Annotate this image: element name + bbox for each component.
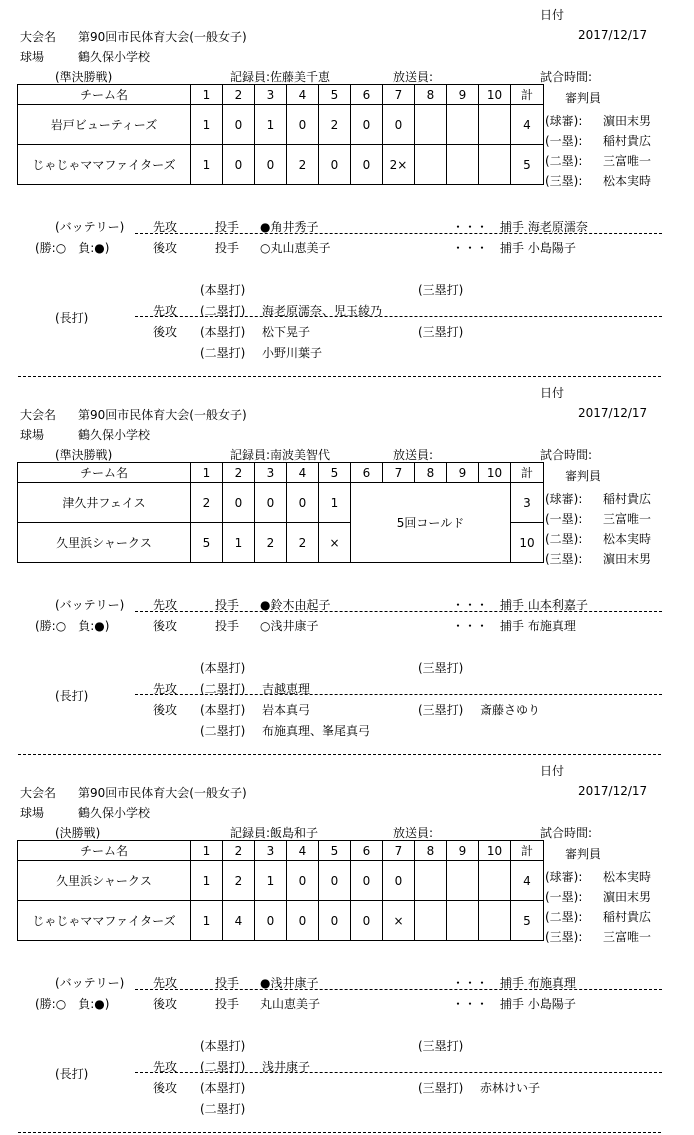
second-double-players: 小野川葉子 [262, 346, 323, 360]
first-double-label: (二塁打) [200, 1060, 246, 1074]
team-header: チーム名 [18, 463, 191, 483]
long-hits-label: (長打) [55, 1067, 89, 1081]
total-header: 計 [511, 841, 544, 861]
umpire-name: 稲村貴広 [603, 133, 652, 148]
umpire-position: (二塁): [545, 531, 583, 546]
inning-header: 10 [479, 463, 511, 483]
umpire-row [545, 488, 690, 508]
first-double-players: 海老原濡奈、児玉綾乃 [262, 304, 383, 318]
catcher-name: 布施真理 [527, 976, 576, 990]
catcher-name: 小島陽子 [527, 997, 576, 1011]
umpire-name: 三富唯一 [603, 929, 652, 944]
win-loss-legend: (勝:○ 負:●) [35, 997, 110, 1011]
inning-score [415, 901, 447, 941]
team-total: 10 [511, 523, 544, 563]
announcer-label: 放送員: [393, 448, 434, 462]
umpire-row [545, 886, 690, 906]
recorder-name: 佐藤美千恵 [270, 70, 331, 84]
inning-score: 0 [351, 861, 383, 901]
inning-header: 3 [255, 841, 287, 861]
inning-score: 1 [191, 901, 223, 941]
win-loss-legend: (勝:○ 負:●) [35, 241, 110, 255]
second-double-label: (二塁打) [200, 346, 246, 360]
second-team-label: 後攻 [153, 619, 178, 633]
umpire-row [545, 906, 690, 926]
umpire-row [545, 866, 690, 886]
inning-score: 0 [255, 483, 287, 523]
battery-label: (バッテリー) [55, 598, 125, 612]
inning-score [447, 105, 479, 145]
game-record [0, 756, 694, 1134]
inning-score: 1 [191, 105, 223, 145]
first-double-players: 吉越恵理 [262, 682, 311, 696]
total-header: 計 [511, 463, 544, 483]
game-date: 2017/12/17 [578, 28, 648, 42]
scoreboard-header [18, 463, 544, 483]
second-triple-label: (三塁打) [418, 325, 464, 339]
first-team-label: 先攻 [153, 304, 178, 318]
umpire-position: (三塁): [545, 551, 583, 566]
second-hr-label: (本塁打) [200, 703, 246, 717]
second-team-label: 後攻 [153, 325, 178, 339]
team-name: 津久井フェイス [18, 483, 191, 523]
inning-score: 0 [287, 861, 319, 901]
first-pitcher: ●角井秀子 [260, 220, 319, 234]
date-label: 日付 [540, 386, 565, 400]
second-pitcher: ○浅井康子 [260, 619, 319, 633]
umpire-position: (二塁): [545, 153, 583, 168]
inning-score: 0 [319, 861, 351, 901]
inning-header: 4 [287, 463, 319, 483]
second-double-label: (二塁打) [200, 724, 246, 738]
inning-score: 1 [255, 861, 287, 901]
umpire-row [545, 150, 690, 170]
inning-header: 1 [191, 841, 223, 861]
inning-score: 5 [191, 523, 223, 563]
tournament-name: 第90回市民体育大会(一般女子) [78, 408, 247, 422]
catcher-label: ・・・ 捕手 [452, 997, 528, 1011]
inning-header: 1 [191, 85, 223, 105]
inning-header: 10 [479, 85, 511, 105]
umpire-name: 松本実時 [603, 869, 652, 884]
team-row [18, 145, 544, 185]
second-triple-label: (三塁打) [418, 703, 464, 717]
tournament-label: 大会名 [20, 30, 57, 44]
team-name: じゃじゃママファイターズ [18, 145, 191, 185]
inning-score: 4 [223, 901, 255, 941]
second-pitcher: ○丸山恵美子 [260, 241, 331, 255]
game-record [0, 0, 694, 378]
inning-score: 0 [287, 105, 319, 145]
umpire-position: (一塁): [545, 511, 583, 526]
announcer-label: 放送員: [393, 70, 434, 84]
umpire-position: (三塁): [545, 173, 583, 188]
long-hits-label: (長打) [55, 689, 89, 703]
inning-header: 8 [415, 841, 447, 861]
inning-header: 7 [383, 85, 415, 105]
inning-score [479, 145, 511, 185]
second-hr-label: (本塁打) [200, 1081, 246, 1095]
pitcher-label: 投手 [215, 997, 240, 1011]
inning-header: 6 [351, 463, 383, 483]
inning-score: 0 [319, 901, 351, 941]
recorder [230, 446, 330, 463]
umpire-name: 三富唯一 [603, 511, 652, 526]
venue-label: 球場 [20, 428, 45, 442]
announcer-label: 放送員: [393, 826, 434, 840]
inning-header: 1 [191, 463, 223, 483]
inning-score [447, 861, 479, 901]
team-row [18, 105, 544, 145]
inning-header: 9 [447, 841, 479, 861]
second-triple-players: 赤林けい子 [480, 1081, 541, 1095]
first-hr-label: (本塁打) [200, 661, 246, 675]
umpires-label: 審判員 [565, 469, 602, 483]
catcher-name: 山本利嘉子 [527, 598, 588, 612]
catcher-name: 布施真理 [527, 619, 576, 633]
umpire-row [545, 130, 690, 150]
inning-header: 2 [223, 85, 255, 105]
game-separator [18, 376, 661, 377]
umpire-row [545, 548, 690, 568]
second-pitcher: 丸山恵美子 [260, 997, 321, 1011]
inning-header: 5 [319, 463, 351, 483]
first-double-label: (二塁打) [200, 304, 246, 318]
umpire-position: (球審): [545, 113, 583, 128]
pitcher-label: 投手 [215, 598, 240, 612]
inning-score: 2 [223, 861, 255, 901]
first-triple-label: (三塁打) [418, 283, 464, 297]
inning-header: 4 [287, 841, 319, 861]
inning-score: 2 [191, 483, 223, 523]
inning-score: 0 [351, 145, 383, 185]
first-team-label: 先攻 [153, 598, 178, 612]
game-round: (決勝戦) [55, 826, 101, 840]
umpire-position: (一塁): [545, 133, 583, 148]
scoreboard [17, 84, 544, 185]
game-date: 2017/12/17 [578, 406, 648, 420]
team-header: チーム名 [18, 85, 191, 105]
second-team-label: 後攻 [153, 997, 178, 1011]
umpire-list [545, 866, 690, 946]
inning-score: 0 [351, 901, 383, 941]
total-header: 計 [511, 85, 544, 105]
team-total: 5 [511, 145, 544, 185]
team-name: 岩戸ビューティーズ [18, 105, 191, 145]
venue-label: 球場 [20, 806, 45, 820]
team-header: チーム名 [18, 841, 191, 861]
scoreboard [17, 840, 544, 941]
team-total: 4 [511, 105, 544, 145]
first-double-label: (二塁打) [200, 682, 246, 696]
catcher-label: ・・・ 捕手 [452, 598, 528, 612]
inning-header: 2 [223, 463, 255, 483]
date-label: 日付 [540, 764, 565, 778]
inning-header: 3 [255, 85, 287, 105]
first-pitcher: ●浅井康子 [260, 976, 319, 990]
second-hr-label: (本塁打) [200, 325, 246, 339]
recorder [230, 68, 330, 85]
first-hr-label: (本塁打) [200, 283, 246, 297]
inning-header: 8 [415, 85, 447, 105]
inning-score: 0 [319, 145, 351, 185]
inning-header: 8 [415, 463, 447, 483]
first-double-players: 浅井康子 [262, 1060, 311, 1074]
first-team-label: 先攻 [153, 220, 178, 234]
game-date: 2017/12/17 [578, 784, 648, 798]
first-team-label: 先攻 [153, 682, 178, 696]
game-round: (準決勝戦) [55, 448, 113, 462]
second-triple-players: 斎藤さゆり [480, 703, 541, 717]
inning-score: 1 [223, 523, 255, 563]
inning-score [415, 105, 447, 145]
umpire-row [545, 926, 690, 946]
inning-header: 7 [383, 841, 415, 861]
dashed-rule [135, 611, 662, 612]
inning-header: 9 [447, 463, 479, 483]
dashed-rule [135, 316, 662, 317]
second-team-label: 後攻 [153, 1081, 178, 1095]
inning-header: 9 [447, 85, 479, 105]
first-team-label: 先攻 [153, 1060, 178, 1074]
umpire-row [545, 508, 690, 528]
win-loss-legend: (勝:○ 負:●) [35, 619, 110, 633]
umpire-name: 松本実時 [603, 531, 652, 546]
second-double-players: 布施真理、峯尾真弓 [262, 724, 371, 738]
second-hr-players: 岩本真弓 [262, 703, 311, 717]
game-time-label: 試合時間: [540, 448, 593, 462]
scoreboard [17, 462, 544, 563]
umpire-position: (球審): [545, 869, 583, 884]
inning-score: 1 [255, 105, 287, 145]
pitcher-label: 投手 [215, 241, 240, 255]
game-time-label: 試合時間: [540, 70, 593, 84]
game-time-label: 試合時間: [540, 826, 593, 840]
catcher-name: 小島陽子 [527, 241, 576, 255]
inning-score: 2× [383, 145, 415, 185]
dashed-rule [135, 694, 662, 695]
inning-score: 2 [255, 523, 287, 563]
inning-score: 0 [287, 483, 319, 523]
umpire-list [545, 488, 690, 568]
team-total: 3 [511, 483, 544, 523]
umpire-row [545, 170, 690, 190]
inning-score [479, 901, 511, 941]
long-hits-label: (長打) [55, 311, 89, 325]
battery-label: (バッテリー) [55, 220, 125, 234]
umpire-name: 濵田末男 [603, 113, 652, 128]
inning-score: 0 [383, 105, 415, 145]
inning-score: 1 [319, 483, 351, 523]
umpire-position: (一塁): [545, 889, 583, 904]
recorder [230, 824, 318, 841]
inning-score [415, 145, 447, 185]
game-record [0, 378, 694, 756]
inning-header: 3 [255, 463, 287, 483]
recorder-label: 記録員: [230, 70, 271, 84]
scoreboard-header [18, 85, 544, 105]
inning-header: 5 [319, 841, 351, 861]
venue-name: 鶴久保小学校 [78, 428, 151, 442]
second-hr-players: 松下晃子 [262, 325, 311, 339]
first-triple-label: (三塁打) [418, 661, 464, 675]
scoreboard-header [18, 841, 544, 861]
inning-score: 0 [223, 105, 255, 145]
umpire-row [545, 110, 690, 130]
inning-score [479, 105, 511, 145]
inning-header: 4 [287, 85, 319, 105]
game-separator [18, 1132, 661, 1133]
inning-score [479, 861, 511, 901]
second-double-label: (二塁打) [200, 1102, 246, 1116]
team-row [18, 901, 544, 941]
tournament-name: 第90回市民体育大会(一般女子) [78, 30, 247, 44]
team-name: じゃじゃママファイターズ [18, 901, 191, 941]
tournament-name: 第90回市民体育大会(一般女子) [78, 786, 247, 800]
umpire-name: 濵田末男 [603, 889, 652, 904]
venue-label: 球場 [20, 50, 45, 64]
second-catcher [452, 617, 576, 634]
umpire-name: 三富唯一 [603, 153, 652, 168]
recorder-name: 飯島和子 [270, 826, 319, 840]
inning-score: 2 [287, 523, 319, 563]
pitcher-label: 投手 [215, 220, 240, 234]
inning-score [447, 901, 479, 941]
game-separator [18, 754, 661, 755]
inning-score: 0 [255, 901, 287, 941]
second-catcher [452, 239, 576, 256]
first-team-label: 先攻 [153, 976, 178, 990]
dashed-rule [135, 233, 662, 234]
inning-score: 0 [223, 145, 255, 185]
team-name: 久里浜シャークス [18, 861, 191, 901]
inning-header: 7 [383, 463, 415, 483]
date-label: 日付 [540, 8, 565, 22]
venue-name: 鶴久保小学校 [78, 806, 151, 820]
inning-score: 2 [287, 145, 319, 185]
called-game-note: 5回コールド [351, 483, 511, 563]
inning-score: 2 [319, 105, 351, 145]
venue-name: 鶴久保小学校 [78, 50, 151, 64]
catcher-label: ・・・ 捕手 [452, 241, 528, 255]
inning-score: 0 [383, 861, 415, 901]
umpire-name: 稲村貴広 [603, 491, 652, 506]
second-team-label: 後攻 [153, 703, 178, 717]
inning-header: 5 [319, 85, 351, 105]
recorder-label: 記録員: [230, 826, 271, 840]
umpire-position: (二塁): [545, 909, 583, 924]
tournament-label: 大会名 [20, 786, 57, 800]
inning-header: 10 [479, 841, 511, 861]
second-triple-label: (三塁打) [418, 1081, 464, 1095]
umpire-list [545, 110, 690, 190]
pitcher-label: 投手 [215, 619, 240, 633]
catcher-label: ・・・ 捕手 [452, 619, 528, 633]
umpires-label: 審判員 [565, 847, 602, 861]
second-team-label: 後攻 [153, 241, 178, 255]
team-row [18, 861, 544, 901]
catcher-name: 海老原濡奈 [527, 220, 588, 234]
team-row [18, 483, 544, 523]
recorder-label: 記録員: [230, 448, 271, 462]
inning-score: × [383, 901, 415, 941]
umpire-position: (三塁): [545, 929, 583, 944]
recorder-name: 南波美智代 [270, 448, 331, 462]
catcher-label: ・・・ 捕手 [452, 976, 528, 990]
first-hr-label: (本塁打) [200, 1039, 246, 1053]
umpire-name: 松本実時 [603, 173, 652, 188]
umpires-label: 審判員 [565, 91, 602, 105]
inning-score: 1 [191, 145, 223, 185]
catcher-label: ・・・ 捕手 [452, 220, 528, 234]
inning-score [447, 145, 479, 185]
umpire-position: (球審): [545, 491, 583, 506]
inning-score [415, 861, 447, 901]
inning-score: 1 [191, 861, 223, 901]
inning-header: 6 [351, 841, 383, 861]
dashed-rule [135, 1072, 662, 1073]
inning-score: 0 [223, 483, 255, 523]
inning-score: 0 [255, 145, 287, 185]
pitcher-label: 投手 [215, 976, 240, 990]
team-total: 5 [511, 901, 544, 941]
first-triple-label: (三塁打) [418, 1039, 464, 1053]
battery-label: (バッテリー) [55, 976, 125, 990]
inning-score: 0 [351, 105, 383, 145]
team-name: 久里浜シャークス [18, 523, 191, 563]
umpire-row [545, 528, 690, 548]
team-total: 4 [511, 861, 544, 901]
inning-header: 6 [351, 85, 383, 105]
umpire-name: 濵田末男 [603, 551, 652, 566]
dashed-rule [135, 989, 662, 990]
inning-header: 2 [223, 841, 255, 861]
umpire-name: 稲村貴広 [603, 909, 652, 924]
tournament-label: 大会名 [20, 408, 57, 422]
game-round: (準決勝戦) [55, 70, 113, 84]
inning-score: × [319, 523, 351, 563]
second-catcher [452, 995, 576, 1012]
first-pitcher: ●鈴木由起子 [260, 598, 331, 612]
inning-score: 0 [287, 901, 319, 941]
